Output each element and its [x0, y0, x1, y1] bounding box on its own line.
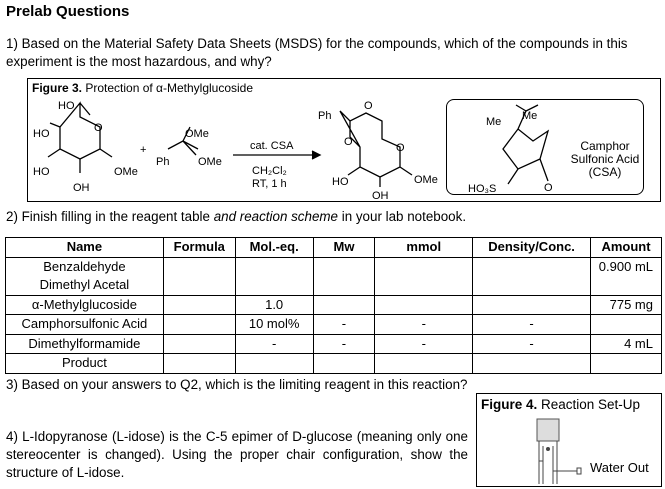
label-o-ring: O	[94, 122, 103, 134]
label-ho-bottom-left: HO	[33, 166, 50, 178]
label-o-b2: O	[344, 136, 353, 148]
cell-formula[interactable]	[163, 257, 235, 295]
table-row	[6, 315, 662, 335]
cell-density[interactable]: -	[473, 315, 591, 335]
label-me2: Me	[522, 110, 538, 122]
label-ho-b: HO	[332, 176, 349, 188]
label-ph-a: Ph	[156, 156, 170, 168]
header-density: Density/Conc.	[473, 238, 591, 258]
cell-mw[interactable]: -	[313, 315, 375, 335]
cell-mw[interactable]	[313, 257, 375, 295]
figure-3-caption-text: Protection of α-Methylglucoside	[82, 81, 254, 95]
table-row	[6, 334, 662, 354]
figure-3	[27, 78, 661, 202]
header-mw: Mw	[313, 238, 375, 258]
cell-formula[interactable]	[163, 315, 235, 335]
cell-density[interactable]	[473, 257, 591, 295]
reagent-table	[5, 237, 662, 374]
condenser-icon	[517, 416, 597, 486]
csa-label-line-2: Sulfonic Acid	[570, 152, 640, 166]
table-row	[6, 295, 662, 315]
cell-formula[interactable]	[163, 354, 235, 374]
header-formula: Formula	[163, 238, 235, 258]
label-o-b3: O	[396, 142, 405, 154]
header-amount: Amount	[591, 238, 662, 258]
csa-label	[565, 140, 645, 179]
cell-mol-eq[interactable]	[235, 354, 313, 374]
question-2	[6, 208, 466, 226]
cell-formula[interactable]	[163, 295, 235, 315]
csa-label-line-3: (CSA)	[588, 165, 622, 179]
header-mmol: mmol	[375, 238, 473, 258]
question-3: 3) Based on your answers to Q2, which is the limiting reagent in this reaction?	[6, 377, 468, 392]
figure-4-caption-label: Figure 4.	[481, 397, 538, 412]
water-out-label: Water Out	[590, 460, 649, 475]
page-title: Prelab Questions	[6, 3, 130, 20]
label-ho-top: HO	[58, 100, 75, 112]
label-o-ketone: O	[544, 182, 553, 194]
cell-amount[interactable]	[591, 276, 662, 295]
cell-mol-eq[interactable]: 1.0	[235, 295, 313, 315]
csa-label-line-1: Camphor	[580, 139, 630, 153]
figure-3-caption-label: Figure 3.	[32, 81, 83, 95]
question-2-italic: and reaction scheme	[213, 209, 338, 224]
cell-amount[interactable]	[591, 354, 662, 374]
label-ph-b: Ph	[318, 110, 332, 122]
label-ome-b: OMe	[198, 156, 222, 168]
cell-amount[interactable]	[591, 315, 662, 335]
cell-name: Camphorsulfonic Acid	[6, 315, 164, 335]
cell-mol-eq[interactable]: 10 mol%	[235, 315, 313, 335]
reagent-label: cat. CSA	[250, 140, 294, 152]
header-mol-eq: Mol.-eq.	[235, 238, 313, 258]
conditions-label: RT, 1 h	[252, 178, 287, 190]
label-plus: +	[140, 144, 147, 156]
cell-mmol[interactable]: -	[375, 315, 473, 335]
cell-mol-eq[interactable]: -	[235, 334, 313, 354]
cell-amount[interactable]: 0.900 mL	[591, 257, 662, 276]
cell-name: Benzaldehyde	[6, 257, 164, 276]
label-ho-left: HO	[33, 128, 50, 140]
table-header-row	[6, 238, 662, 258]
label-oh-b: OH	[372, 190, 389, 201]
cell-mmol[interactable]	[375, 295, 473, 315]
cell-formula[interactable]	[163, 334, 235, 354]
solvent-label: CH₂Cl₂	[252, 165, 287, 177]
cell-mw[interactable]: -	[313, 334, 375, 354]
question-2-prefix: 2) Finish filling in the reagent table	[6, 209, 214, 224]
figure-4-caption	[481, 397, 640, 412]
label-ho3s: HO₃S	[468, 183, 497, 195]
label-o-b1: O	[364, 100, 373, 112]
figure-4-caption-text: Reaction Set-Up	[537, 397, 641, 412]
cell-mmol[interactable]	[375, 257, 473, 295]
cell-name: Dimethylformamide	[6, 334, 164, 354]
question-1: 1) Based on the Material Safety Data Sheets (MSDS) for the compounds, which of the compounds in this experiment is the most hazardous, and why?	[6, 36, 628, 69]
cell-mmol[interactable]	[375, 354, 473, 374]
table-row	[6, 354, 662, 374]
question-4: 4) L-Idopyranose (L-idose) is the C-5 epimer of D-glucose (meaning only one stereocenter is changed). Using the proper chair configuration, show the structure of L-idose.	[6, 429, 468, 480]
label-ome-a: OMe	[185, 128, 209, 140]
header-name: Name	[6, 238, 164, 258]
cell-name: Product	[6, 354, 164, 374]
cell-name: α-Methylglucoside	[6, 295, 164, 315]
question-2-suffix: in your lab notebook.	[338, 209, 467, 224]
label-ome-ring: OMe	[114, 166, 138, 178]
cell-amount[interactable]: 775 mg	[591, 295, 662, 315]
label-me1: Me	[486, 116, 502, 128]
label-ome-b-ring: OMe	[414, 174, 438, 186]
cell-mmol[interactable]: -	[375, 334, 473, 354]
cell-density[interactable]	[473, 354, 591, 374]
cell-mw[interactable]	[313, 354, 375, 374]
csa-box	[446, 99, 644, 195]
figure-4	[476, 393, 662, 487]
cell-density[interactable]: -	[473, 334, 591, 354]
label-oh-bottom: OH	[73, 182, 90, 194]
cell-density[interactable]	[473, 295, 591, 315]
cell-mw[interactable]	[313, 295, 375, 315]
cell-amount[interactable]: 4 mL	[591, 334, 662, 354]
cell-mol-eq[interactable]	[235, 257, 313, 295]
cell-name: Dimethyl Acetal	[6, 276, 164, 295]
table-row	[6, 257, 662, 276]
